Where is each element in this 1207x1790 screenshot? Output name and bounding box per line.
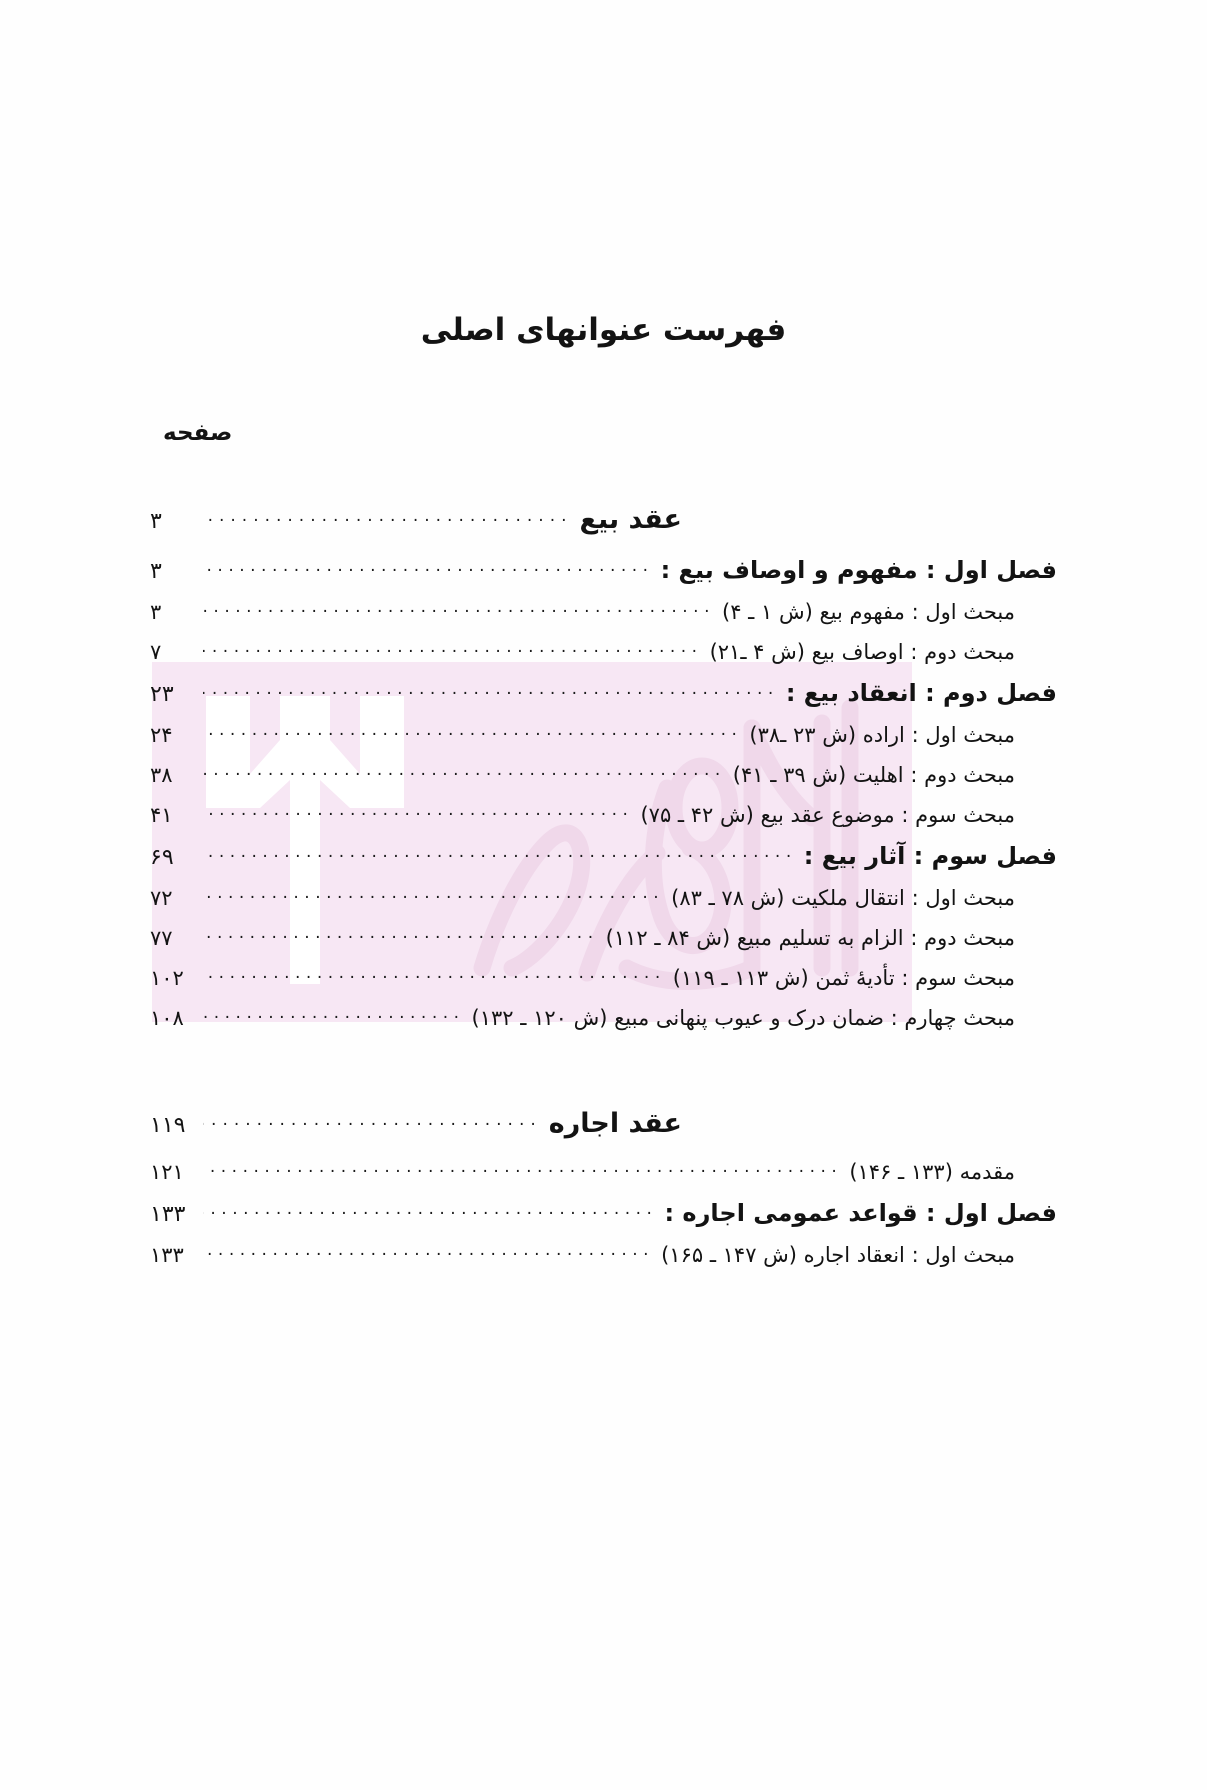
toc-entry-label: فصل اول : مفهوم و اوصاف بیع : xyxy=(660,555,1057,584)
toc-entry-label: مبحث اول : انتقال ملکیت (ش ۷۸ ـ ۸۳) xyxy=(671,886,1015,911)
toc-entry-page-number: ۳ xyxy=(150,509,162,534)
toc-entry-label: عقد اجاره xyxy=(548,1107,682,1139)
toc-dot-leader xyxy=(203,1116,542,1132)
toc-entry-page-number: ۱۰۲ xyxy=(150,966,184,991)
toc-entry-page-number: ۷۲ xyxy=(150,886,173,911)
toc-entry-part[interactable] xyxy=(150,505,1057,535)
toc-entry-section[interactable] xyxy=(150,1243,1057,1267)
toc-entry-label: مبحث دوم : اوصاف بیع (ش ۴ ـ۲۱) xyxy=(709,639,1015,664)
toc-entry-label: فصل دوم : انعقاد بیع : xyxy=(785,678,1057,707)
toc-dot-leader xyxy=(203,929,599,945)
toc-entry-chapter[interactable] xyxy=(150,843,1057,870)
toc-entry-section[interactable] xyxy=(150,600,1057,624)
toc-entry-page-number: ۱۲۱ xyxy=(150,1160,184,1185)
toc-entry-section[interactable] xyxy=(150,926,1057,950)
toc-dot-leader xyxy=(203,726,742,742)
toc-entry-label: مبحث دوم : اهلیت (ش ۳۹ ـ ۴۱) xyxy=(732,762,1015,787)
toc-entry-page-number: ۱۱۹ xyxy=(150,1112,186,1138)
toc-dot-leader xyxy=(203,1205,657,1221)
toc-entry-section[interactable] xyxy=(150,640,1057,664)
toc-dot-leader xyxy=(203,766,726,782)
toc-dot-leader xyxy=(203,1246,654,1262)
toc-entry-section[interactable] xyxy=(150,1006,1057,1030)
toc-entry-label: عقد بیع xyxy=(579,504,682,535)
toc-dot-leader xyxy=(203,1009,465,1025)
toc-entry-label: مبحث دوم : الزام به تسلیم مبیع (ش ۸۴ ـ ۱۱۲) xyxy=(605,926,1015,951)
toc-entry-label: مبحث سوم : تأدیهٔ ثمن (ش ۱۱۳ ـ ۱۱۹) xyxy=(672,966,1015,991)
toc-entry-label: مبحث اول : انعقاد اجاره (ش ۱۴۷ ـ ۱۶۵) xyxy=(661,1243,1015,1268)
toc-dot-leader xyxy=(203,685,779,701)
toc-dot-leader xyxy=(203,969,666,985)
toc-dot-leader xyxy=(203,806,633,822)
toc-entry-label: فصل سوم : آثار بیع : xyxy=(803,842,1057,871)
toc-entry-page-number: ۳ xyxy=(150,599,162,624)
toc-entry-chapter[interactable] xyxy=(150,557,1057,584)
toc-dot-leader xyxy=(203,1163,842,1179)
toc-dot-leader xyxy=(203,512,573,528)
page-title: فهرست عنوانهای اصلی xyxy=(420,312,787,348)
toc-dot-leader xyxy=(203,848,797,864)
toc-entry-chapter[interactable] xyxy=(150,1200,1057,1227)
toc-entry-page-number: ۳۸ xyxy=(150,762,173,787)
toc-dot-leader xyxy=(203,603,715,619)
toc-entry-page-number: ۶۹ xyxy=(150,845,174,871)
toc-entry-chapter[interactable] xyxy=(150,680,1057,707)
toc-dot-leader xyxy=(203,562,654,578)
toc-dot-leader xyxy=(203,643,703,659)
toc-entry-page-number: ۱۳۳ xyxy=(150,1202,186,1228)
toc-entry-label: فصل اول : قواعد عمومی اجاره : xyxy=(664,1199,1057,1228)
toc-entry-section[interactable] xyxy=(150,763,1057,787)
toc-group-separator xyxy=(150,1047,1057,1109)
toc-entry-section[interactable] xyxy=(150,1160,1057,1184)
toc-entry-page-number: ۴۱ xyxy=(150,803,173,828)
toc-entry-label: مبحث چهارم : ضمان درک و عیوب پنهانی مبیع (ش ۱۲۰ ـ ۱۳۲) xyxy=(471,1006,1015,1031)
toc-entry-page-number: ۱۳۳ xyxy=(150,1243,184,1268)
toc-entry-section[interactable] xyxy=(150,803,1057,827)
toc-entry-section[interactable] xyxy=(150,966,1057,990)
toc-entry-page-number: ۲۳ xyxy=(150,681,174,707)
toc-entry-label: مقدمه (۱۳۳ ـ ۱۴۶) xyxy=(849,1160,1015,1185)
toc-entry-page-number: ۷۷ xyxy=(150,926,173,951)
toc-entry-page-number: ۱۰۸ xyxy=(150,1006,184,1031)
toc-entry-label: مبحث اول : اراده (ش ۲۳ ـ۳۸) xyxy=(749,722,1015,747)
page-column-header: صفحه xyxy=(163,420,233,446)
toc-dot-leader xyxy=(203,889,664,905)
toc-entry-page-number: ۳ xyxy=(150,558,162,584)
table-of-contents xyxy=(150,505,1057,1283)
toc-entry-label: مبحث اول : مفهوم بیع (ش ۱ ـ ۴) xyxy=(722,599,1015,624)
toc-entry-part[interactable] xyxy=(150,1109,1057,1139)
toc-entry-section[interactable] xyxy=(150,886,1057,910)
toc-entry-label: مبحث سوم : موضوع عقد بیع (ش ۴۲ ـ ۷۵) xyxy=(640,803,1015,828)
toc-entry-section[interactable] xyxy=(150,723,1057,747)
toc-entry-page-number: ۷ xyxy=(150,639,162,664)
toc-entry-page-number: ۲۴ xyxy=(150,722,173,747)
